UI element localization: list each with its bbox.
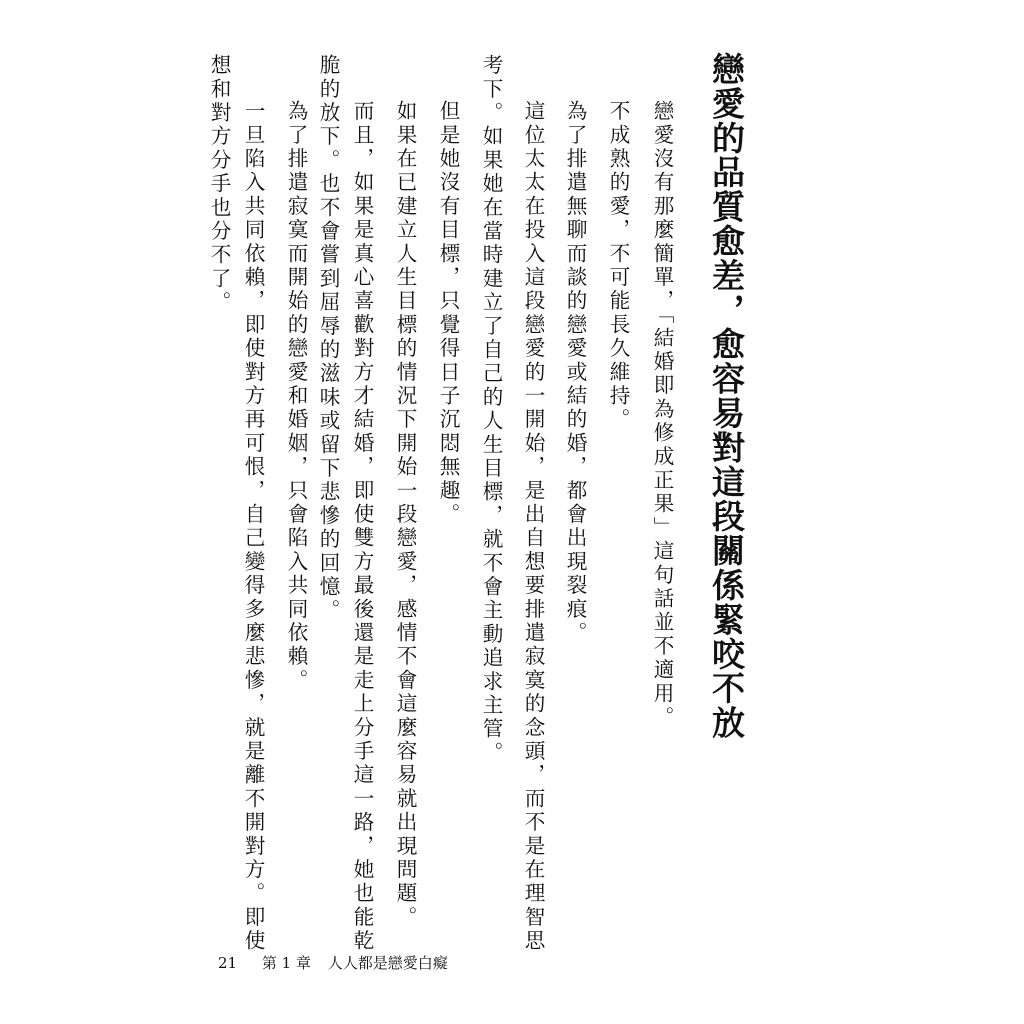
- section-heading: 戀愛的品質愈差，愈容易對這段關係緊咬不放: [707, 52, 746, 740]
- paragraph-line-4: 這位太太在投入這段戀愛的一開始，是出自想要排遣寂寞的念頭，而不是在理智思: [521, 100, 545, 954]
- paragraph-line-10: 為了排遣寂寞而開始的戀愛和婚姻，只會陷入共同依賴。: [284, 100, 308, 693]
- paragraph-line-11: 一旦陷入共同依賴，即使對方再可恨，自己變得多麼悲慘，就是離不開對方。即使: [241, 100, 265, 954]
- chapter-label: 第 1 章: [261, 954, 311, 972]
- page-number: 21: [218, 954, 238, 972]
- chapter-title: 人人都是戀愛白癡: [327, 954, 448, 972]
- paragraph-line-5: 考下。如果她在當時建立了自己的人生目標，就不會主動追求主管。: [479, 54, 503, 765]
- paragraph-line-6: 但是她沒有目標，只覺得日子沉悶無趣。: [436, 100, 460, 527]
- paragraph-line-7: 如果在已建立人生目標的情況下開始一段戀愛，感情不會這麼容易就出現問題。: [393, 100, 417, 930]
- paragraph-line-3: 為了排遣無聊而談的戀愛或結的婚，都會出現裂痕。: [563, 100, 587, 646]
- paragraph-line-12: 想和對方分手也分不了。: [207, 54, 231, 315]
- paragraph-line-2: 不成熟的愛，不可能長久維持。: [606, 100, 630, 432]
- paragraph-line-9: 脆的放下。也不會嘗到屈辱的滋味或留下悲慘的回憶。: [316, 54, 340, 623]
- paragraph-line-8: 而且，如果是真心喜歡對方才結婚，即使雙方最後還是走上分手這一路，她也能乾: [350, 100, 374, 954]
- page-footer: [218, 956, 448, 971]
- paragraph-line-1: 戀愛沒有那麼簡單，「結婚即為修成正果」這句話並不適用。: [650, 100, 674, 730]
